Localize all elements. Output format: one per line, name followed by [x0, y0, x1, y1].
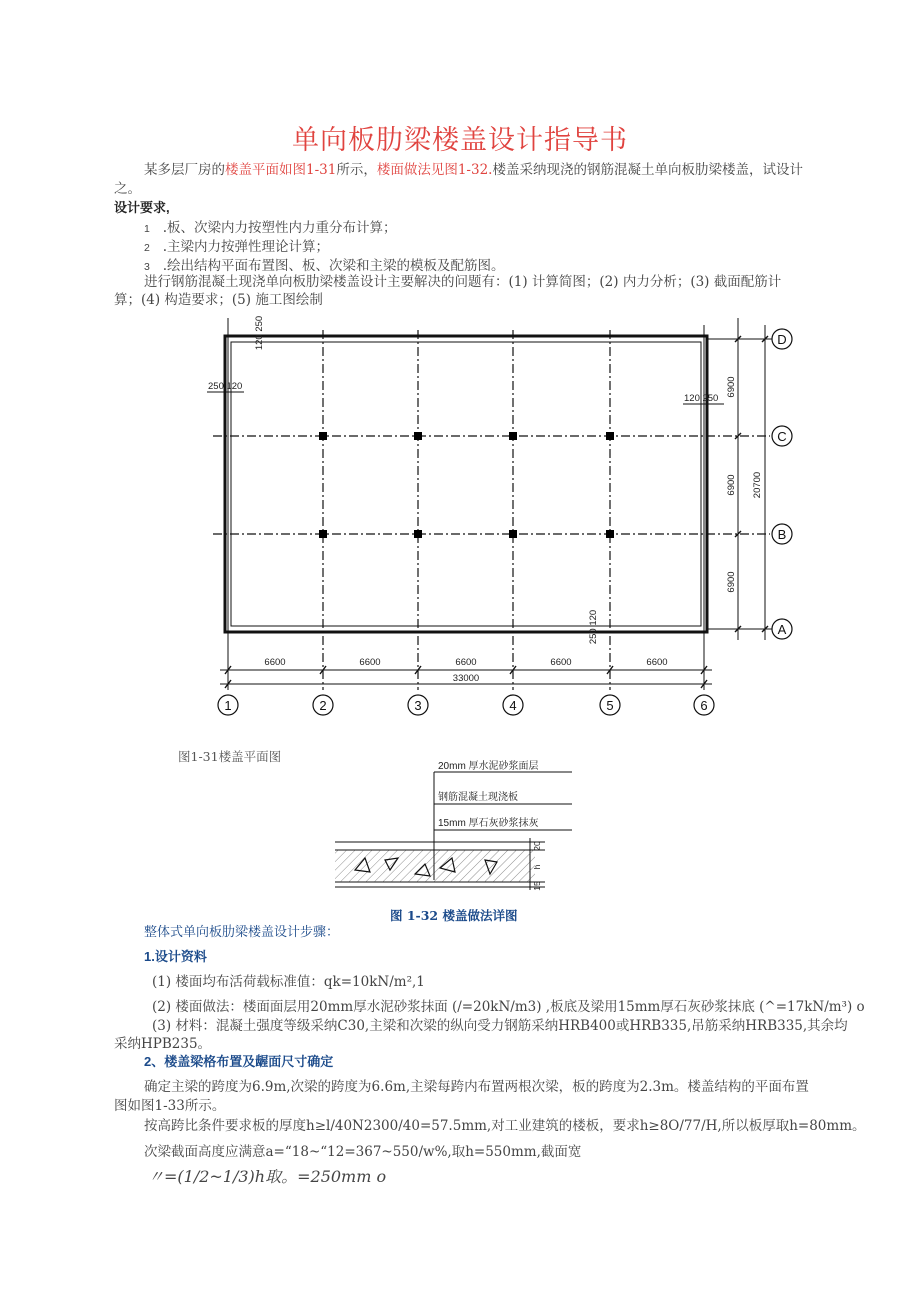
requirements-heading: 设计要求, — [114, 200, 170, 215]
plan-wall-inner — [231, 342, 701, 626]
axis-label-4: 4 — [509, 698, 517, 713]
axis-label-1: 1 — [224, 698, 232, 713]
column — [414, 432, 422, 440]
axis-label-3: 3 — [414, 698, 422, 713]
problems-line-2: 算；(4) 构造要求；(5) 施工图绘制 — [114, 292, 323, 308]
axis-label-D: D — [777, 332, 787, 347]
column — [606, 530, 614, 538]
plan-wall-outer — [225, 336, 707, 632]
intro-c: 所示， — [336, 162, 377, 178]
page-title: 单向板肋梁楼盖设计指导书 — [292, 125, 628, 156]
row-span-label-2: 6900 — [726, 474, 737, 496]
fig132-caption: 图 1-32 楼盖做法详图 — [390, 908, 518, 923]
plan-grid-rows — [213, 436, 770, 534]
axis-label-A: A — [777, 622, 787, 637]
section-2-heading: 2、楼盖梁格布置及龌面尺寸确定 — [144, 1054, 334, 1069]
axis-label-5: 5 — [606, 698, 614, 713]
section-2-line-1: 确定主梁的跨度为6.9m,次梁的跨度为6.6m,主梁每跨内布置两根次梁，板的跨度为2.3m。楼盖结构的平面布置 — [144, 1079, 809, 1095]
span-label-3: 6600 — [455, 657, 477, 668]
plan-axis-extensions — [228, 315, 704, 690]
axis-label-B: B — [777, 527, 787, 542]
dim-right: 120 250 — [684, 393, 719, 404]
layer-label-1: 20mm 厚水泥砂浆面层 — [438, 761, 539, 772]
slab-hatch — [335, 850, 535, 882]
floor-plan-drawing — [195, 315, 805, 725]
requirement-2 — [144, 235, 329, 255]
intro-fig131-ref: 楼盖平面如图1-31 — [225, 162, 337, 178]
dim-bottom: 250 120 — [588, 609, 599, 645]
requirement-num: 3 — [144, 261, 150, 273]
layer-label-3: 15mm 厚石灰砂浆抹灰 — [438, 818, 539, 829]
row-span-label-3: 6900 — [726, 571, 737, 593]
detail-dim-15: 15 — [532, 881, 542, 891]
section-1-item-1: (1) 楼面均布活荷载标准值：qk=10kN/m²,1 — [152, 974, 425, 990]
intro-e: 楼盖采纳现浇的钢筋混凝土单向板肋梁楼盖，试设计 — [492, 162, 803, 178]
intro-a: 某多层厂房的 — [144, 162, 225, 178]
requirement-num: 2 — [144, 242, 150, 254]
steps-heading: 整体式单向板肋梁楼盖设计步骤： — [144, 924, 340, 939]
intro-fig132-ref: 楼面做法见图1-32. — [376, 162, 493, 178]
dim-left: 250 120 — [208, 381, 243, 392]
intro-line-1 — [144, 158, 803, 178]
floor-detail-drawing — [320, 755, 580, 925]
column — [509, 432, 517, 440]
column — [414, 530, 422, 538]
requirement-text: .主梁内力按弹性理论计算； — [162, 239, 330, 255]
problems-line-1: 进行钢筋混凝土现浇单向板肋梁楼盖设计主要解决的问题有：(1) 计算简图；(2) 内力分析；(3) 截面配筋计 — [144, 274, 782, 290]
detail-dim-h: h — [532, 864, 542, 870]
axis-label-2: 2 — [319, 698, 327, 713]
span-label-2: 6600 — [359, 657, 381, 668]
span-label-5: 6600 — [646, 657, 668, 668]
requirement-1 — [144, 216, 397, 236]
layer-label-2: 钢筋混凝土现浇板 — [438, 792, 518, 803]
column — [509, 530, 517, 538]
plan-grid-columns — [323, 330, 610, 690]
column — [319, 432, 327, 440]
total-x-label: 33000 — [452, 673, 480, 684]
section-2-line-2: 图如图1-33所示。 — [114, 1098, 226, 1114]
intro-line-2: 之。 — [114, 181, 141, 197]
section-2-line-3: 按高跨比条件要求板的厚度h≥l/40N2300/40=57.5mm,对工业建筑的楼板，要求h≥8O/77/H,所以板厚取h=80mm。 — [144, 1118, 866, 1134]
requirement-text: .绘出结构平面布置图、板、次梁和主梁的模板及配筋图。 — [162, 258, 505, 274]
axis-label-6: 6 — [700, 698, 708, 713]
section-2-formula: 〃=(1/2~1/3)h取。=250mm o — [148, 1167, 387, 1186]
section-1-item-2: (2) 楼面做法：楼面面层用20mm厚水泥砂浆抹面 (/=20kN/m3) ,板底及梁用15mm厚石灰砂浆抹底 (^=17kN/m³) o — [152, 999, 865, 1015]
span-label-1: 6600 — [264, 657, 286, 668]
dim-top-left: 120 250 — [254, 315, 265, 351]
total-y-label: 20700 — [752, 471, 763, 499]
section-1-item-4: 采纳HPB235。 — [114, 1036, 212, 1052]
section-1-item-3: (3) 材料：混凝土强度等级采纳C30,主梁和次梁的纵向受力钢筋采纳HRB400或HRB335,吊筋采纳HRB335,其余均 — [152, 1018, 848, 1034]
span-label-4: 6600 — [550, 657, 572, 668]
plan-dimension-ticks — [225, 336, 768, 688]
column — [319, 530, 327, 538]
plan-columns — [319, 432, 614, 538]
detail-dim-20: 20 — [532, 841, 542, 851]
row-span-label-1: 6900 — [726, 376, 737, 398]
section-2-line-4: 次梁截面高度应满意a=“18~“12=367~550/w%,取h=550mm,截面宽 — [144, 1144, 582, 1160]
section-1-heading: 1.设计资料 — [144, 949, 207, 964]
axis-label-C: C — [777, 429, 787, 444]
fig131-caption: 图1-31楼盖平面图 — [178, 749, 282, 764]
requirement-num: 1 — [144, 223, 150, 235]
requirement-text: .板、次梁内力按塑性内力重分布计算； — [162, 220, 397, 236]
column — [606, 432, 614, 440]
